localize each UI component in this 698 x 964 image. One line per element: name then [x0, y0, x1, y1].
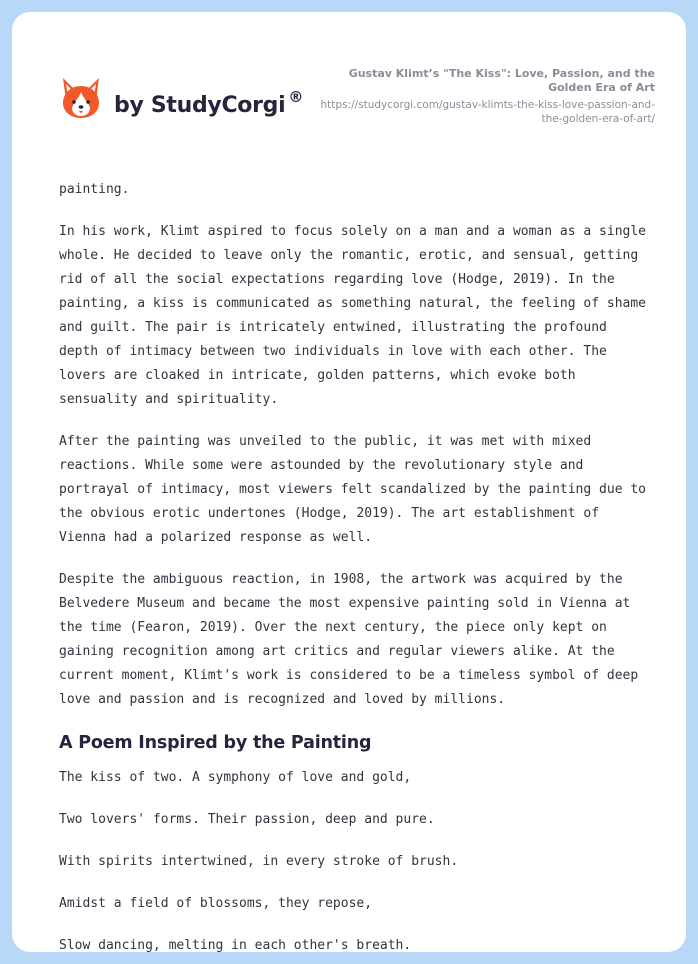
section-heading: A Poem Inspired by the Painting — [59, 733, 372, 753]
poem-line: Amidst a field of blossoms, they repose, — [59, 896, 373, 911]
poem-line: The kiss of two. A symphony of love and gold, — [59, 770, 412, 785]
registered-mark: ® — [288, 88, 304, 106]
poem — [59, 766, 649, 952]
document-title: Gustav Klimt’s "The Kiss": Love, Passion, and the Golden Era of Art — [348, 67, 655, 94]
document-page — [12, 12, 686, 952]
paragraph: After the painting was unveiled to the public, it was met with mixed reactions. While some were astounded by the revolutionary style and portrayal of intimacy, most viewers felt scandalized by the painting due to the obvious erotic undertones (Hodge, 2019). The art establishment of Vienna had a polarized response as well. — [59, 434, 646, 545]
studycorgi-logo[interactable] — [60, 76, 303, 120]
poem-line: Two lovers' forms. Their passion, deep and pure. — [59, 812, 435, 827]
document-body — [59, 178, 649, 952]
paragraph: In his work, Klimt aspired to focus solely on a man and a woman as a single whole. He decided to leave only the romantic, erotic, and sensual, getting rid of all the social expectations regarding love (Hodge, 2019). In the painting, a kiss is communicated as something natural, the feeling of shame and guilt. The pair is intricately entwined, illustrating the profound depth of intimacy between two individuals in love with each other. The lovers are cloaked in intricate, golden patterns, which evoke both sensuality and spirituality. — [59, 224, 646, 407]
document-url[interactable]: https://studycorgi.com/gustav-klimts-the-kiss-love-passion-and-the-golden-era-of-art/ — [320, 99, 655, 125]
corgi-head-icon — [60, 76, 102, 120]
poem-line: Slow dancing, melting in each other's breath. — [59, 938, 412, 952]
paragraph: painting. — [59, 182, 130, 197]
document-meta — [310, 67, 655, 126]
brand-name: by StudyCorgi ® — [114, 88, 304, 118]
poem-line: With spirits intertwined, in every stroke of brush. — [59, 854, 459, 869]
paragraph: Despite the ambiguous reaction, in 1908, the artwork was acquired by the Belvedere Museum and became the most expensive painting sold in Vienna at the time (Fearon, 2019). Over the next century, the piece only kept on gaining recognition among art critics and regular viewers alike. At the current moment, Klimt's work is considered to be a timeless symbol of deep love and passion and is recognized and loved by millions. — [59, 572, 639, 707]
